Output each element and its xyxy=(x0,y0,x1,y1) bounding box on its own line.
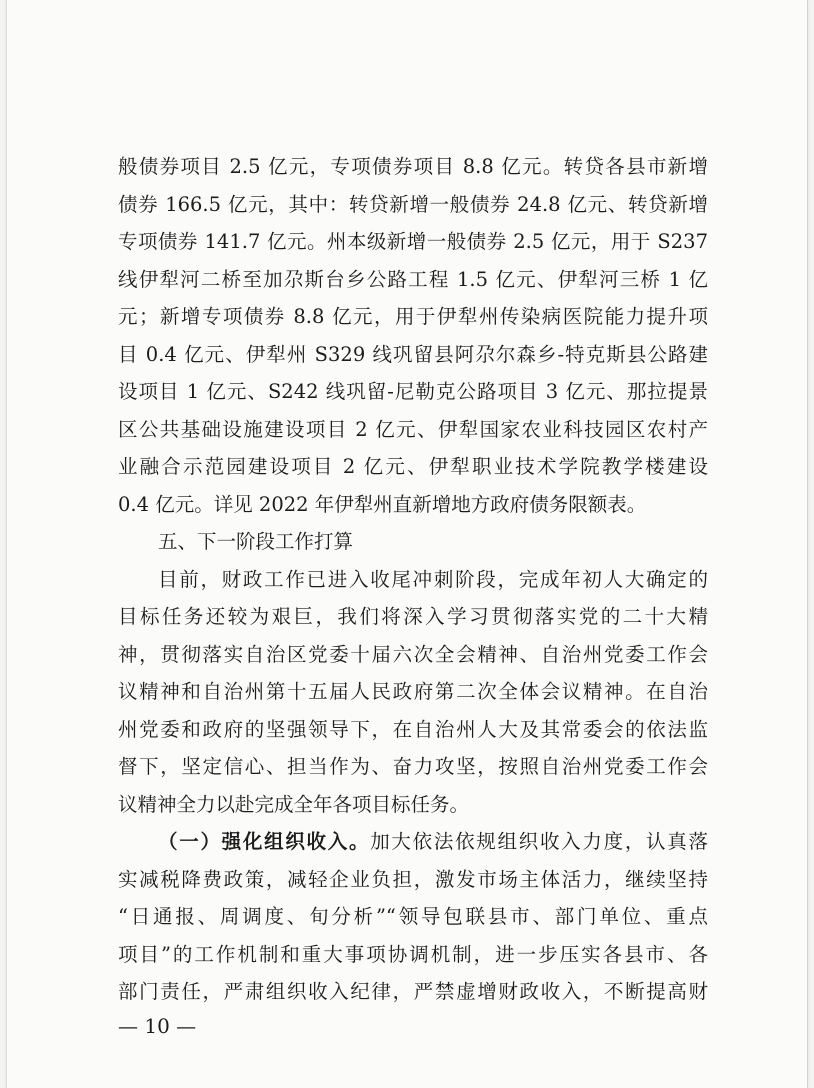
document-body xyxy=(118,148,708,1011)
paragraph-line: 实减税降费政策，减轻企业负担，激发市场主体活力，继续坚持 xyxy=(118,867,708,891)
paragraph-line: 议精神全力以赴完成全年各项目标任务。 xyxy=(118,792,470,816)
paragraph-line: 部门责任，严肃组织收入纪律，严禁虚增财政收入，不断提高财 xyxy=(118,980,708,1003)
paragraph-line: 目 0.4 亿元、伊犁州 S329 线巩留县阿尕尔森乡-特克斯县公路建 xyxy=(118,342,708,366)
paragraph-text: 加大依法依规组织收入力度，认真落 xyxy=(370,830,708,853)
paragraph-line: 线伊犁河二桥至加尕斯台乡公路工程 1.5 亿元、伊犁河三桥 1 亿 xyxy=(118,267,708,291)
paragraph-line: 神，贯彻落实自治区党委十届六次全会精神、自治州党委工作会 xyxy=(118,642,708,666)
subsection-heading: （一）强化组织收入。 xyxy=(158,830,371,853)
paragraph-line: 设项目 1 亿元、S242 线巩留-尼勒克公路项目 3 亿元、那拉提景 xyxy=(118,380,708,403)
paragraph-line: 议精神和自治州第十五届人民政府第二次全体会议精神。在自治 xyxy=(118,680,708,703)
paragraph-line: 项目”的工作机制和重大事项协调机制，进一步压实各县市、各 xyxy=(118,942,708,966)
paragraph-line: 目标任务还较为艰巨，我们将深入学习贯彻落实党的二十大精 xyxy=(118,605,708,628)
paragraph-line: 督下，坚定信心、担当作为、奋力攻坚，按照自治州党委工作会 xyxy=(118,755,708,778)
paragraph-line: 0.4 亿元。详见 2022 年伊犁州直新增地方政府债务限额表。 xyxy=(118,492,647,516)
paragraph-line: 业融合示范园建设项目 2 亿元、伊犁职业技术学院教学楼建设 xyxy=(118,455,708,478)
document-page xyxy=(6,0,808,1088)
page-number: — 10 — xyxy=(118,1014,197,1038)
paragraph-line: “日通报、周调度、旬分析”“领导包联县市、部门单位、重点 xyxy=(118,905,708,928)
paragraph-line: 般债券项目 2.5 亿元，专项债券项目 8.8 亿元。转贷各县市新增 xyxy=(118,155,708,178)
paragraph-line xyxy=(118,823,708,861)
section-heading: 五、下一阶段工作打算 xyxy=(158,530,354,553)
paragraph-line: 元；新增专项债券 8.8 亿元，用于伊犁州传染病医院能力提升项 xyxy=(118,305,708,328)
paragraph-line: 州党委和政府的坚强领导下，在自治州人大及其常委会的依法监 xyxy=(118,717,708,741)
paragraph-line: 债券 166.5 亿元，其中：转贷新增一般债券 24.8 亿元、转贷新增 xyxy=(118,192,708,216)
paragraph-line: 目前，财政工作已进入收尾冲刺阶段，完成年初人大确定的 xyxy=(158,567,708,591)
paragraph-line: 区公共基础设施建设项目 2 亿元、伊犁国家农业科技园区农村产 xyxy=(118,417,708,441)
paragraph-line: 专项债券 141.7 亿元。州本级新增一般债券 2.5 亿元，用于 S237 xyxy=(118,230,708,253)
